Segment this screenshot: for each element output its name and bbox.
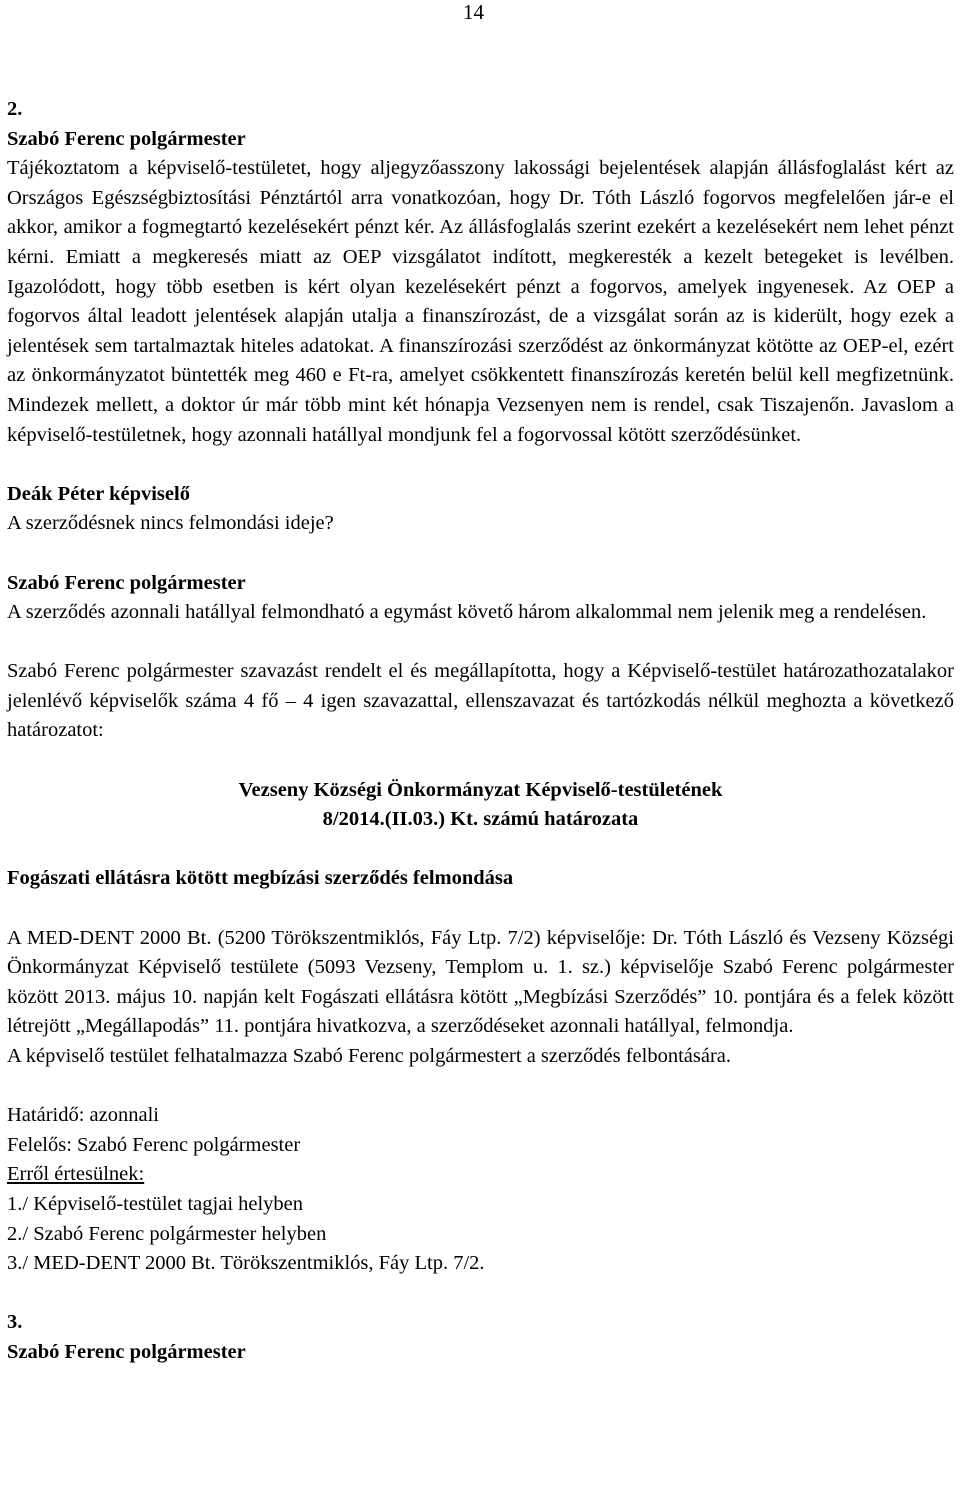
notify-heading: Erről értesülnek: — [7, 1163, 145, 1186]
question-text: A szerződésnek nincs felmondási ideje? — [7, 512, 334, 535]
vote-statement: Szabó Ferenc polgármester szavazást rendelt el és megállapította, hogy a Képviselő-testület határozathozatalakor jelenlévő képviselők száma 4 fő – 4 igen szavazattal, ellenszavazat és tartózkodás nélkül meghozta a következő határozatot: — [7, 660, 954, 742]
list-item: 2./ Szabó Ferenc polgármester helyben — [7, 1222, 327, 1245]
resolution-subject: Fogászati ellátásra kötött megbízási szerződés felmondása — [7, 867, 514, 890]
list-item: 3./ MED-DENT 2000 Bt. Törökszentmiklós, Fáy Ltp. 7/2. — [7, 1252, 485, 1275]
page-number: 14 — [463, 0, 484, 24]
resolution-number: 8/2014.(II.03.) Kt. számú határozata — [322, 808, 639, 831]
speaker-heading: Szabó Ferenc polgármester — [7, 127, 246, 150]
section-number: 2. — [7, 98, 23, 120]
section-number: 3. — [7, 1311, 23, 1334]
responsible: Felelős: Szabó Ferenc polgármester — [7, 1133, 301, 1156]
deadline: Határidő: azonnali — [7, 1104, 159, 1127]
speaker-heading: Deák Péter képviselő — [7, 482, 190, 505]
speaker-heading: Szabó Ferenc polgármester — [7, 571, 246, 594]
mayor-statement: Tájékoztatom a képviselő-testületet, hogy aljegyzőasszony lakossági bejelentések alapján állásfoglalást kért az Országos Egészségbiztosítási Pénztártól arra vonatkozóan, hogy Dr. Tóth László fogorvos megfelelően jár-e el akkor, amikor a fogmegtartó kezelésekért pénzt kér. Az állásfoglalás szerint ezekért a kezelésekért nem lehet pénzt kérni. Emiatt a megkeresés miatt az OEP vizsgálatot indított, megkeresték a kezelt betegeket is levélben. Igazolódott, hogy több esetben is kért olyan kezelésekért pénzt a fogorvos, amelyek ingyenesek. Az OEP a fogorvos által leadott jelentések alapján utalja a finanszírozást, de a vizsgálat során az is kiderült, hogy ezek a jelentések sem tartalmaztak hiteles adatokat. A finanszírozási szerződést az önkormányzat kötötte az OEP-el, ezért az önkormányzatot büntették meg 460 e Ft-ra, amelyet csökkentett finanszírozás keretén belül kell megfizetnünk. Mindezek mellett, a doktor úr már több mint két hónapja Vezsenyen nem is rendel, csak Tiszajenőn. Javaslom a képviselő-testületnek, hogy azonnali hatállyal mondjunk fel a fogorvossal kötött szerződésünket. — [7, 157, 954, 446]
speaker-heading: Szabó Ferenc polgármester — [7, 1340, 246, 1363]
list-item: 1./ Képviselő-testület tagjai helyben — [7, 1192, 304, 1215]
resolution-body: A MED-DENT 2000 Bt. (5200 Törökszentmiklós, Fáy Ltp. 7/2) képviselője: Dr. Tóth László és Vezseny Községi Önkormányzat Képviselő testülete (5093 Vezseny, Templom u. 1. sz.) képviselője Szabó Ferenc polgármester között 2013. május 10. napján kelt Fogászati ellátásra kötött „Megbízási Szerződés” 10. pontjára és a felek között létrejött „Megállapodás” 11. pontjára hivatkozva, a szerződéseket azonnali hatállyal, felmondja. — [7, 926, 954, 1038]
document-body — [7, 95, 954, 1368]
resolution-title: Vezseny Községi Önkormányzat Képviselő-testületének — [238, 778, 723, 801]
answer-text: A szerződés azonnali hatállyal felmondható a egymást követő három alkalommal nem jelenik meg a rendelésen. — [7, 601, 927, 624]
resolution-authorization: A képviselő testület felhatalmazza Szabó Ferenc polgármestert a szerződés felbontására. — [7, 1045, 732, 1067]
